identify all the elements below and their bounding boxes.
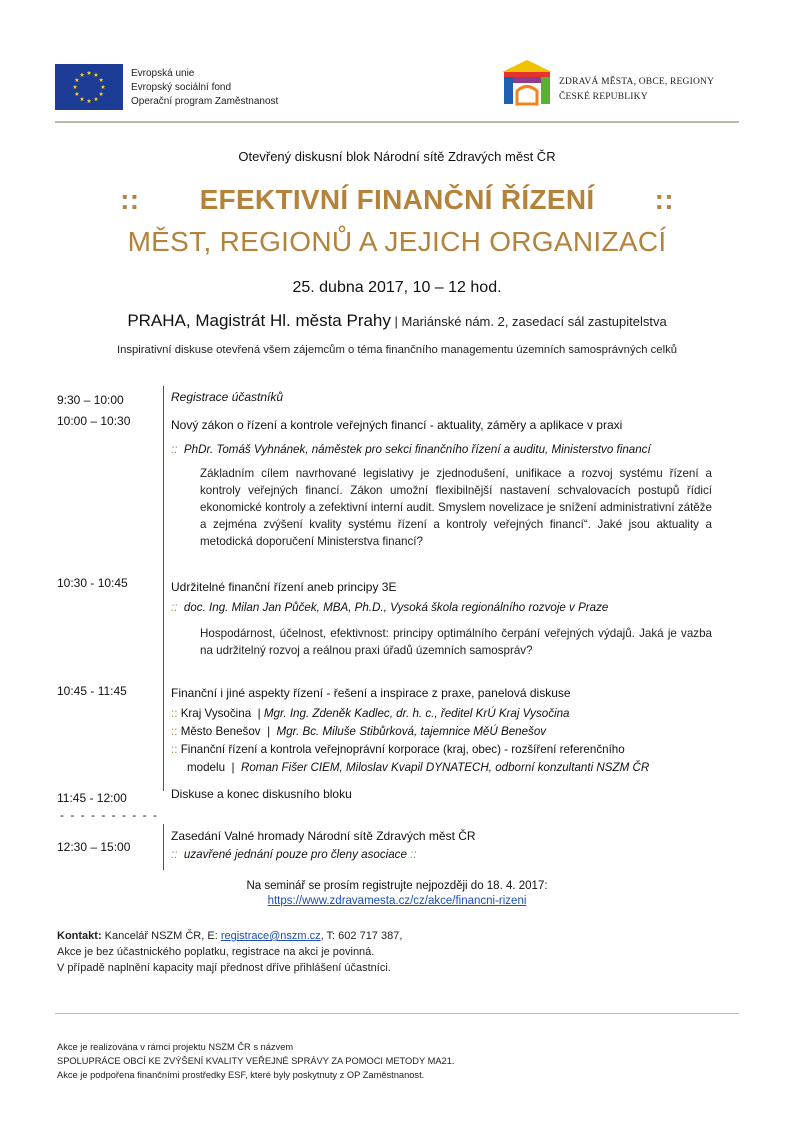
panelist-3 [171, 743, 625, 756]
program-divider-line [163, 386, 164, 791]
speaker-text: doc. Ing. Milan Jan Půček, MBA, Ph.D., Vysoká škola regionálního rozvoje v Praze [183, 601, 609, 614]
slot-note [171, 848, 417, 861]
slot-speaker [171, 601, 608, 614]
registration-text: Na seminář se prosím registrujte nejpozději do 18. 4. 2017: [246, 880, 548, 892]
slot-text: Registrace účastníků [171, 390, 284, 404]
title-text-1: EFEKTIVNÍ FINANČNÍ ŘÍZENÍ [199, 184, 595, 215]
slot-time: 10:00 – 10:30 [57, 414, 131, 428]
contact-label: Kontakt: [57, 930, 102, 942]
registration-link[interactable]: https://www.zdravamesta.cz/cz/akce/financni-rizeni [267, 895, 527, 907]
slot-time: 10:30 - 10:45 [57, 576, 128, 590]
szm-caption [559, 75, 714, 105]
marker: :: [171, 725, 178, 738]
dashed-separator: - - - - - - - - - - [60, 808, 159, 822]
slot-title: Udržitelné finanční řízení aneb principy 3E [171, 580, 397, 594]
title-separator: :: [654, 184, 674, 215]
slot-description: Základním cílem navrhované legislativy je zjednodušení, unifikace a rozvoj systému řízení a kontroly veřejných financí. Zákon umožní flexibilnější nastavení schvalovacích postupů řídicí ekonomické kontroly a zefektivní interní audit. Smyslem novelizace je snížení administrativní zátěže a zejména zvýšení kvality systému řízení a kontroly veřejných financí“. Jaké jsou aktuality a metodická doporučení Ministerstva financí? [200, 467, 712, 548]
marker: :: [171, 743, 178, 756]
eu-line: Operační program Zaměstnanost [131, 96, 279, 107]
panelist-3-cont [187, 761, 649, 774]
program-divider-line [163, 824, 164, 870]
panelist-person: Mgr. Bc. Miluše Stibůrková, tajemnice MěÚ Benešov [276, 725, 547, 738]
event-city: PRAHA, Magistrát Hl. města Prahy [127, 311, 391, 330]
szm-line-2: ČESKÉ REPUBLIKY [559, 92, 648, 102]
event-intro: Inspirativní diskuse otevřená všem zájemcům o téma finančního managementu územních samosprávných celků [116, 344, 678, 356]
szm-house-logo [500, 58, 554, 106]
separator: | [267, 725, 271, 738]
event-venue: | Mariánské nám. 2, zasedací sál zastupitelstva [394, 314, 667, 329]
contact-phone: , T: 602 717 387, [320, 930, 403, 942]
panelist-person: Roman Fišer CIEM, Miloslav Kvapil DYNATECH, odborní konzultanti NSZM ČR [240, 761, 650, 774]
slot-text: Diskuse a konec diskusního bloku [171, 787, 352, 801]
panelist-2 [171, 725, 546, 738]
event-series: Otevřený diskusní blok Národní sítě Zdravých měst ČR [238, 149, 556, 164]
slot-description: Hospodárnost, účelnost, efektivnost: principy optimálního čerpání veřejných výdajů. Jaká je vazba na udržitelný rozvoj a reálnou praxi úřadů územních samospráv? [200, 627, 712, 657]
slot-time: 11:45 - 12:00 [57, 791, 127, 805]
contact-text: Kancelář NSZM ČR, E: [104, 930, 218, 942]
szm-line-1: ZDRAVÁ MĚSTA, OBCE, REGIONY [559, 77, 715, 87]
event-title-line-1 [0, 184, 794, 216]
panelist-topic-cont: modelu [187, 761, 226, 774]
slot-title: Zasedání Valné hromady Národní sítě Zdravých měst ČR [171, 829, 476, 843]
slot-time: 10:45 - 11:45 [57, 684, 127, 698]
panelist-org: Město Benešov [180, 725, 261, 738]
marker: :: [410, 848, 417, 861]
slot-speaker [171, 443, 651, 456]
marker: :: [171, 443, 178, 456]
footer-line-3: Akce je podpořena finančními prostředky ESF, které byly poskytnuty z OP Zaměstnanost. [57, 1070, 425, 1080]
event-date: 25. dubna 2017, 10 – 12 hod. [292, 279, 502, 296]
marker: :: [171, 601, 178, 614]
contact-line-2: Akce je bez účastnického poplatku, registrace na akci je povinná. [57, 946, 375, 958]
panelist-1 [171, 707, 570, 720]
footer-divider [55, 1013, 739, 1014]
panelist-org: Kraj Vysočina [180, 707, 252, 720]
eu-line: Evropská unie [131, 68, 195, 79]
panelist-person: Mgr. Ing. Zdeněk Kadlec, dr. h. c., ředitel KrÚ Kraj Vysočina [263, 707, 570, 720]
event-title-line-2: MĚST, REGIONŮ A JEJICH ORGANIZACÍ [127, 226, 667, 257]
speaker-text: PhDr. Tomáš Vyhnánek, náměstek pro sekci finančního řízení a auditu, Ministerstvo financí [183, 443, 651, 456]
separator: | [257, 707, 261, 720]
note-text: uzavřené jednání pouze pro členy asociace [183, 848, 407, 861]
separator: | [231, 761, 235, 774]
registration-link-row [0, 895, 794, 907]
slot-title: Finanční i jiné aspekty řízení - řešení a inspirace z praxe, panelová diskuse [171, 686, 571, 700]
title-separator: :: [120, 184, 140, 215]
slot-title: Nový zákon o řízení a kontrole veřejných financí - aktuality, záměry a aplikace v praxi [171, 418, 623, 432]
eu-flag-logo [55, 64, 123, 110]
contact-email-link[interactable]: registrace@nszm.cz [220, 930, 321, 942]
header-divider [55, 121, 739, 123]
marker: :: [171, 848, 178, 861]
slot-time: 9:30 – 10:00 [57, 393, 124, 407]
footer [57, 1040, 454, 1082]
event-place [0, 311, 794, 331]
eu-line: Evropský sociální fond [131, 82, 232, 93]
footer-line-2: SPOLUPRÁCE OBCÍ KE ZVÝŠENÍ KVALITY VEŘEJNÉ SPRÁVY ZA POMOCI METODY MA21. [57, 1056, 455, 1066]
panelist-topic: Finanční řízení a kontrola veřejnoprávní korporace (kraj, obec) - rozšíření referenčního [180, 743, 625, 756]
contact-line-1 [57, 928, 402, 944]
contact-block [57, 928, 402, 976]
eu-caption [131, 67, 278, 109]
marker: :: [171, 707, 178, 720]
footer-line-1: Akce je realizována v rámci projektu NSZM ČR s názvem [57, 1042, 294, 1052]
slot-time: 12:30 – 15:00 [57, 840, 131, 854]
contact-line-3: V případě naplnění kapacity mají přednost dříve přihlášení účastníci. [57, 962, 391, 974]
